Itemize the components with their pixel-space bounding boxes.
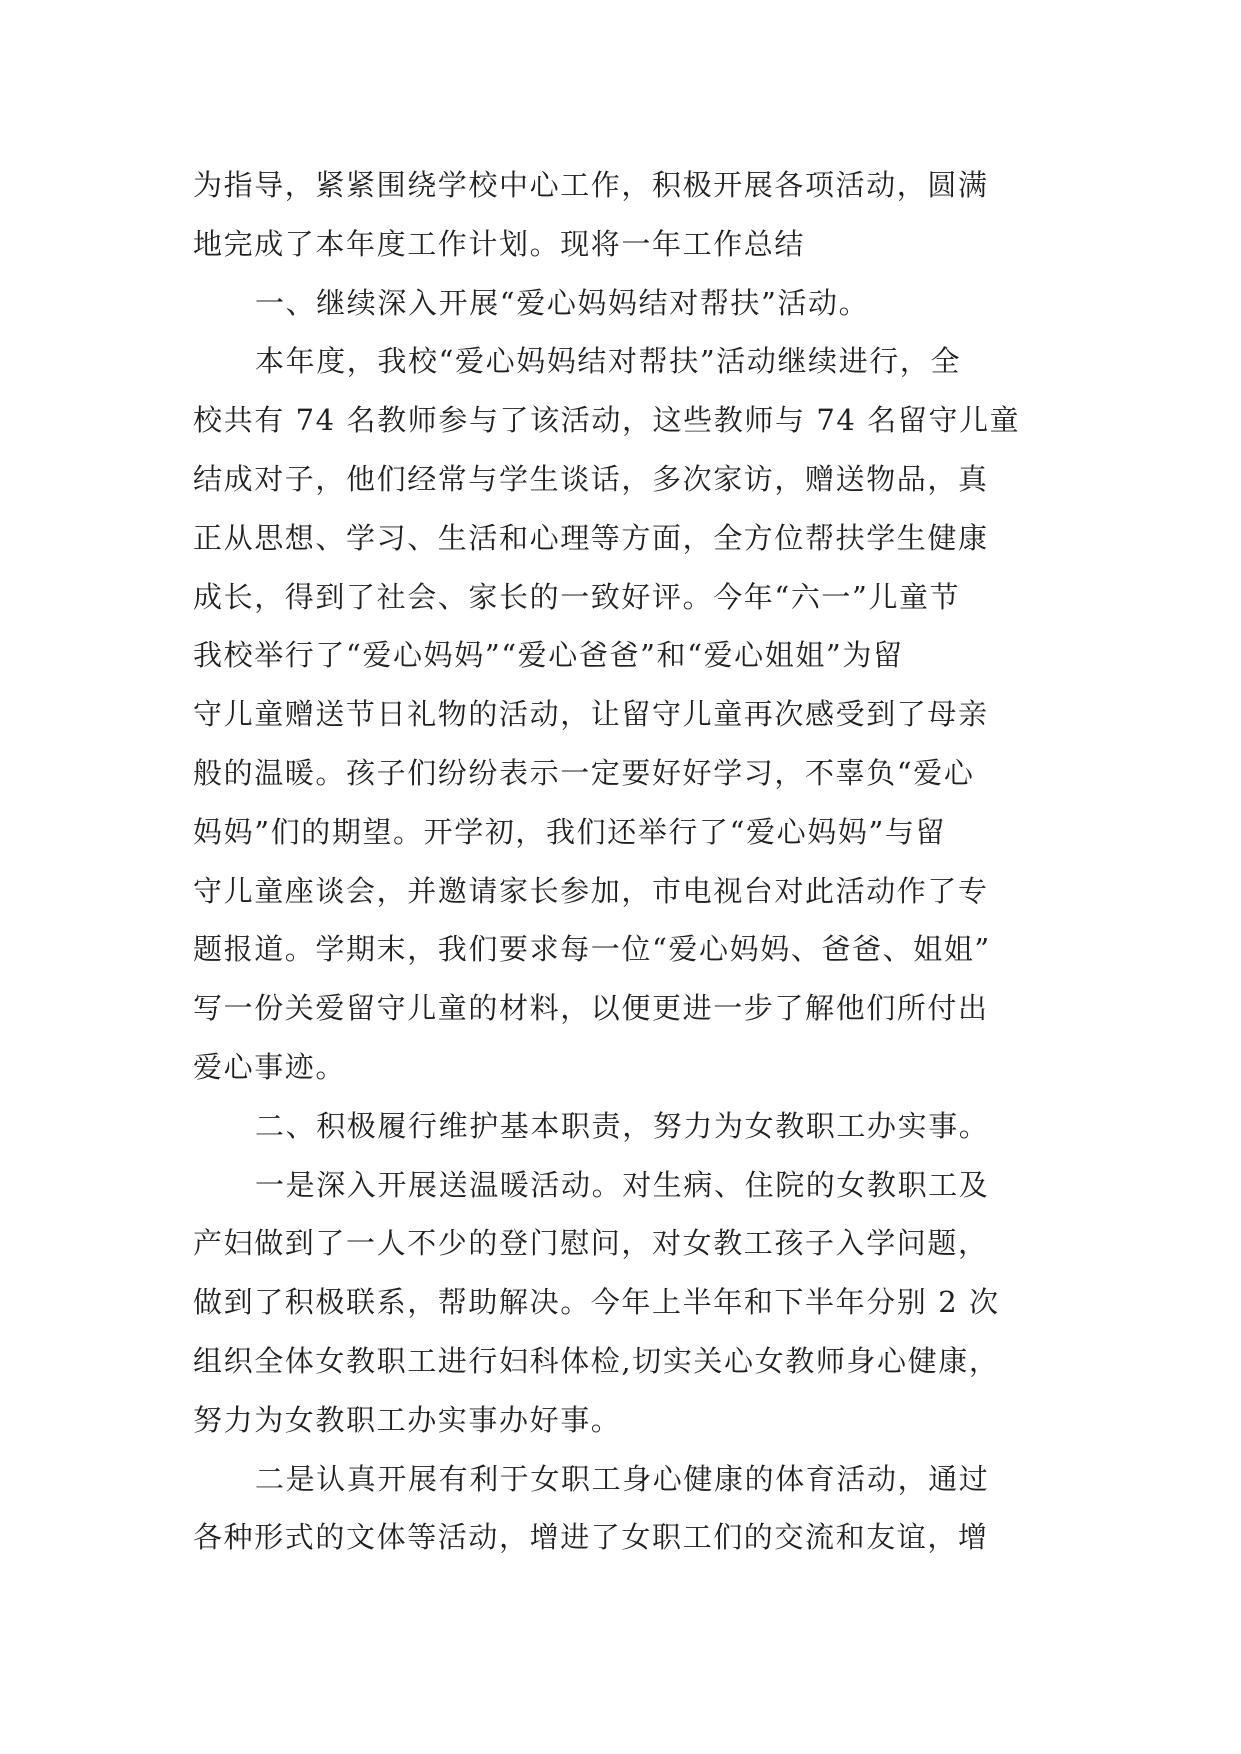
text-line: 爱心事迹。 bbox=[193, 1049, 347, 1084]
text-line: 成长，得到了社会、家长的一致好评。今年“六一”儿童节 bbox=[193, 579, 961, 614]
text-line: 守儿童赠送节日礼物的活动，让留守儿童再次感受到了母亲 bbox=[193, 697, 989, 732]
text-line: 我校举行了“爱心妈妈”“爱心爸爸”和“爱心姐姐”为留 bbox=[193, 638, 904, 673]
text-line: 写一份关爱留守儿童的材料，以便更进一步了解他们所付出 bbox=[193, 991, 989, 1026]
text-line: 产妇做到了一人不少的登门慰问，对女教工孩子入学问题， bbox=[193, 1226, 989, 1261]
document-body bbox=[193, 156, 1073, 1567]
text-line: 努力为女教职工办实事办好事。 bbox=[193, 1402, 622, 1437]
section-heading-2: 二、积极履行维护基本职责，努力为女教职工办实事。 bbox=[255, 1108, 990, 1143]
text-line: 为指导，紧紧围绕学校中心工作，积极开展各项活动，圆满 bbox=[193, 168, 989, 202]
text-line: 妈妈”们的期望。开学初，我们还举行了“爱心妈妈”与留 bbox=[193, 814, 947, 849]
section-heading-1: 一、继续深入开展“爱心妈妈结对帮扶”活动。 bbox=[255, 285, 870, 320]
text-line: 校共有 74 名教师参与了该活动，这些教师与 74 名留守儿童 bbox=[193, 403, 1021, 438]
text-line: 结成对子，他们经常与学生谈话，多次家访，赠送物品，真 bbox=[193, 461, 989, 496]
text-line: 组织全体女教职工进行妇科体检,切实关心女教师身心健康， bbox=[193, 1343, 1000, 1378]
text-line: 般的温暖。孩子们纷纷表示一定要好好学习，不辜负“爱心 bbox=[193, 755, 975, 790]
text-line: 做到了积极联系，帮助解决。今年上半年和下半年分别 2 次 bbox=[193, 1285, 1000, 1320]
text-line: 守儿童座谈会，并邀请家长参加，市电视台对此活动作了专 bbox=[193, 873, 989, 908]
text-line: 本年度，我校“爱心妈妈结对帮扶”活动继续进行，全 bbox=[255, 344, 962, 379]
text-line: 题报道。学期末，我们要求每一位“爱心妈妈、爸爸、姐姐” bbox=[193, 932, 991, 967]
text-line: 各种形式的文体等活动，增进了女职工们的交流和友谊，增 bbox=[193, 1520, 989, 1555]
text-line: 正从思想、学习、生活和心理等方面，全方位帮扶学生健康 bbox=[193, 520, 989, 555]
text-line: 二是认真开展有利于女职工身心健康的体育活动，通过 bbox=[255, 1461, 990, 1496]
text-line: 一是深入开展送温暖活动。对生病、住院的女教职工及 bbox=[255, 1167, 990, 1202]
text-line: 地完成了本年度工作计划。现将一年工作总结 bbox=[193, 226, 806, 261]
